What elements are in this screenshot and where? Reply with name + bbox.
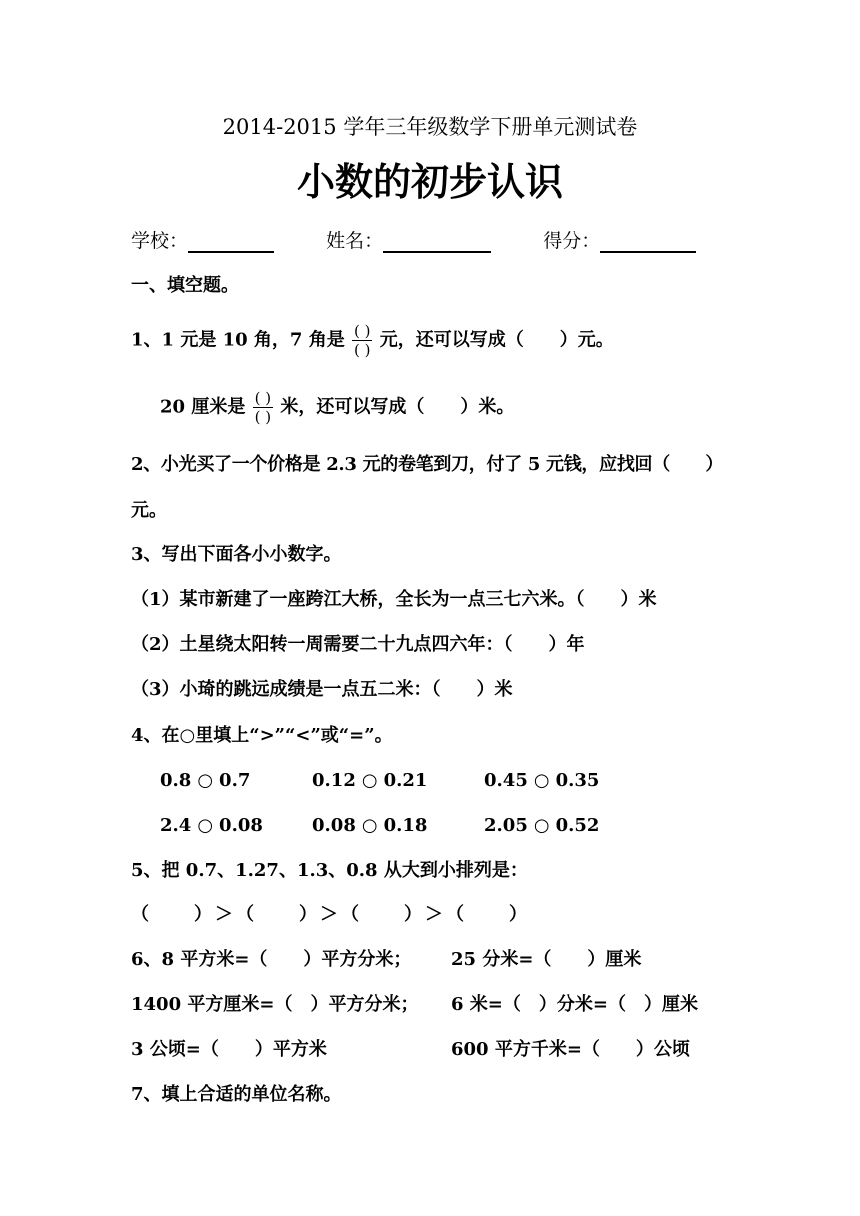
school-label: 学校： bbox=[131, 230, 189, 252]
question-1a bbox=[131, 322, 614, 359]
question-2-line1: 2、小光买了一个价格是 2.3 元的卷笔到刀，付了 5 元钱，应找回（ ） bbox=[131, 454, 724, 475]
q1a-denominator: ( ) bbox=[353, 341, 371, 359]
compare-left: 0.8 bbox=[160, 770, 192, 791]
compare-right: 0.35 bbox=[555, 770, 600, 791]
worksheet-header: 2014-2015 学年三年级数学下册单元测试卷 bbox=[222, 115, 638, 139]
question-3-1: （1）某市新建了一座跨江大桥，全长为一点三七六米。（ ）米 bbox=[131, 589, 657, 610]
compare-left: 0.08 bbox=[312, 815, 356, 836]
question-5-blanks: （ ）＞（ ）＞（ ）＞（ ） bbox=[131, 904, 530, 925]
compare-item bbox=[312, 769, 427, 793]
q1b-text-post: 米，还可以写成（ ）米。 bbox=[280, 396, 515, 418]
question-3: 3、写出下面各小小数字。 bbox=[131, 544, 342, 565]
compare-right: 0.21 bbox=[383, 770, 428, 791]
compare-right: 0.52 bbox=[555, 815, 600, 836]
question-6-line1-left: 6、8 平方米=（ ）平方分米； bbox=[131, 949, 412, 970]
compare-circle[interactable]: ○ bbox=[361, 815, 378, 836]
compare-item bbox=[484, 814, 599, 838]
school-blank[interactable] bbox=[188, 231, 274, 253]
q1a-fraction bbox=[352, 322, 372, 359]
question-3-2: （2）土星绕太阳转一周需要二十九点四六年：（ ）年 bbox=[131, 634, 585, 655]
compare-left: 0.12 bbox=[312, 770, 356, 791]
compare-right: 0.08 bbox=[219, 815, 263, 836]
question-6-line3-left: 3 公顷=（ ）平方米 bbox=[131, 1039, 327, 1060]
section-fill-blank-heading: 一、填空题。 bbox=[131, 275, 239, 296]
question-1b bbox=[160, 389, 514, 426]
compare-circle[interactable]: ○ bbox=[197, 770, 214, 791]
question-5: 5、把 0.7、1.27、1.3、0.8 从大到小排列是： bbox=[131, 860, 528, 881]
compare-right: 0.7 bbox=[219, 770, 251, 791]
compare-left: 2.05 bbox=[484, 815, 528, 836]
q1a-numerator: ( ) bbox=[353, 322, 371, 340]
student-info-row bbox=[131, 229, 696, 253]
q1a-text-post: 元，还可以写成（ ）元。 bbox=[379, 329, 614, 351]
question-3-3: （3）小琦的跳远成绩是一点五二米：（ ）米 bbox=[131, 679, 513, 700]
score-blank[interactable] bbox=[600, 231, 696, 253]
compare-circle[interactable]: ○ bbox=[533, 815, 550, 836]
question-6-line2-left: 1400 平方厘米=（ ）平方分米； bbox=[131, 994, 419, 1015]
question-2-line2: 元。 bbox=[131, 500, 167, 521]
compare-item bbox=[312, 814, 427, 838]
worksheet-title: 小数的初步认识 bbox=[296, 159, 563, 204]
question-7: 7、填上合适的单位名称。 bbox=[131, 1084, 342, 1105]
compare-item bbox=[160, 814, 263, 838]
q1a-text-pre: 1、1 元是 10 角，7 角是 bbox=[131, 329, 345, 351]
name-label: 姓名： bbox=[326, 230, 384, 252]
compare-item bbox=[160, 769, 250, 793]
score-label: 得分： bbox=[543, 230, 601, 252]
q1b-text-pre: 20 厘米是 bbox=[160, 396, 246, 418]
compare-circle[interactable]: ○ bbox=[533, 770, 550, 791]
name-blank[interactable] bbox=[383, 231, 491, 253]
compare-item bbox=[484, 769, 599, 793]
compare-left: 2.4 bbox=[160, 815, 192, 836]
q1b-denominator: ( ) bbox=[254, 408, 272, 426]
compare-left: 0.45 bbox=[484, 770, 528, 791]
question-6-line3-right: 600 平方千米=（ ）公顷 bbox=[451, 1039, 690, 1060]
compare-circle[interactable]: ○ bbox=[361, 770, 378, 791]
question-6-line2-right: 6 米=（ ）分米=（ ）厘米 bbox=[451, 994, 698, 1015]
compare-right: 0.18 bbox=[383, 815, 428, 836]
compare-circle[interactable]: ○ bbox=[197, 815, 214, 836]
question-4: 4、在○里填上“>”“<”或“=”。 bbox=[131, 725, 393, 746]
question-6-line1-right: 25 分米=（ ）厘米 bbox=[451, 949, 642, 970]
q1b-numerator: ( ) bbox=[254, 389, 272, 407]
q1b-fraction bbox=[253, 389, 273, 426]
